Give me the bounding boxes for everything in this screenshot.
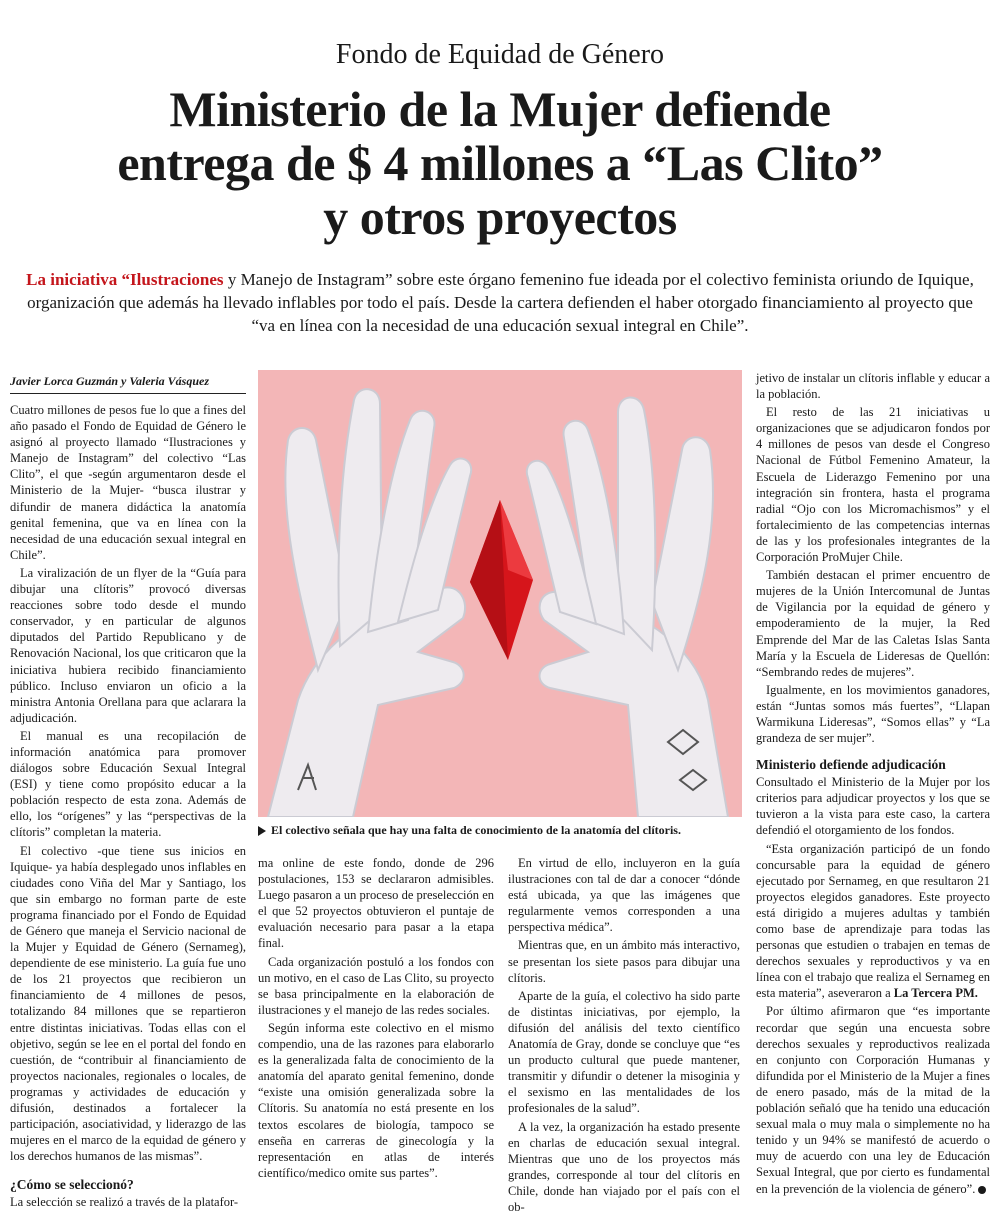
body-paragraph: Mientras que, en un ámbito más interactivo, se presentan los siete pasos para dibujar una clítoris. (508, 938, 740, 985)
subhead-selection: ¿Cómo se seleccionó? (10, 1177, 134, 1193)
byline: Javier Lorca Guzmán y Valeria Vásquez (10, 373, 246, 394)
photo-caption (258, 822, 742, 838)
body-paragraph: Aparte de la guía, el colectivo ha sido parte de distintas iniciativas, por ejemplo, la difusión del análisis del texto científico Anatomía de Gray, donde se concluye que “es un producto cultural que puede mantener, transmitir y difundir o detener la misoginia y el sexismo en las mentalidades de los profesionales de la salud”. (508, 988, 740, 1116)
body-paragraph: Igualmente, en los movimientos ganadores, están “Juntas somos más fuertes”, “Llapan Warmikuna Lideresas”, “Somos ellas” y “La grandeza de ser mujer”. (756, 682, 990, 746)
body-paragraph: Según informa este colectivo en el mismo compendio, una de las razones para elaborarlo es la generalizada falta de conocimiento de la anatomía del aparato genital femenino, donde “existe una omisión generalizada sobre la Clítoris. Su anatomía no está presente en los textos escolares de biología, tampoco se enseña en carreras de ginecología y la representación en atlas de interés científico/medico omite sus partes”. (258, 1020, 494, 1180)
body-paragraph: El resto de las 21 iniciativas u organizaciones que se adjudicaron fondos por 4 millones de pesos van desde el Congreso Nacional de Fútbol Femenino Amateur, la Escuela de Liderazgo Femenino por una integración sin frontera, hasta el programa radial “Ojo con los Micromachismos” y el fortalecimiento de las competencias internas de las y los profesionales integrantes de la Corporación ProMujer Chile. (756, 405, 990, 565)
quote-text: “Esta organización participó de un fondo concursable para la equidad de género ejecutado por Sernameg, en que resultaron 21 proyectos elegidos ganadores. Este proyecto está dirigido a mujeres adultas y también como base de aprendizaje para todas las personas que estudien o trabajen en temas de derechos sexuales y reproductivos y va en línea con el trabajo que realiza el Sernameg en esta materia”, aseveraron a (756, 841, 990, 1001)
source-name: La Tercera PM. (893, 986, 978, 1001)
body-paragraph: Consultado el Ministerio de la Mujer por los criterios para adjudicar proyectos y los que se tuvieron a la vista para este caso, la cartera defendió el otorgamiento de los fondos. (756, 775, 990, 838)
body-paragraph: jetivo de instalar un clítoris inflable y educar a la población. (756, 371, 990, 402)
lead-text: y Manejo de Instagram” sobre este órgano femenino fue ideada por el colectivo feminista oriundo de Iquique, organización que además ha llevado inflables por todo el país. Desde la cartera defienden el haber otorgado financiamiento al proyecto que “va en línea con la necesidad de una educación sexual integral en Chile”. (27, 270, 974, 335)
lead-paragraph (18, 268, 982, 337)
column-2 (258, 855, 494, 1183)
subhead-ministry: Ministerio defiende adjudicación (756, 757, 946, 773)
column-4 (756, 370, 990, 1199)
body-paragraph: En virtud de ello, incluyeron en la guía ilustraciones con tal de dar a conocer “dónde está ubicada, ya que las imágenes que regularmente vemos corresponden a una perspectiva médica”. (508, 856, 740, 935)
kicker: Fondo de Equidad de Género (335, 39, 665, 70)
lead-highlight: La iniciativa “Ilustraciones (26, 270, 224, 289)
body-paragraph: El manual es una recopilación de información anatómica para promover diálogos sobre Educación Sexual Integral (ESI) y tiene como propósito educar a la población respecto de esta zona. Además de ello, los “orígenes” y las “perspectivas de la clítoris” completan la materia. (10, 728, 246, 840)
body-paragraph: Cada organización postuló a los fondos con un motivo, en el caso de Las Clito, su proyecto se basa principalmente en la elaboración de ilustraciones y el manejo de las redes sociales. (258, 954, 494, 1017)
body-paragraph (756, 841, 990, 1002)
body-paragraph: La viralización de un flyer de la “Guía para dibujar una clítoris” provocó diversas reacciones sobre todo desde el mundo conservador, y en particular de algunos diputados del Partido Republicano y de Renovación Nacional, los que criticaron que la iniciativa hubiera recibido financiamiento público. Incluso enviaron un oficio a la ministra Antonia Orellana para que aclarara la adjudicación. (10, 565, 246, 725)
headline-line-3: y otros proyectos (323, 189, 677, 245)
article-photo (258, 370, 742, 817)
body-paragraph: A la vez, la organización ha estado presente en charlas de educación sexual integral. Mientras que uno de los proyectos más grandes, corresponde al tour del clítoris en Chile, donde han viajado por el país con el ob- (508, 1119, 740, 1214)
column-1 (10, 402, 246, 1213)
body-paragraph: También destacan el primer encuentro de mujeres de la Unión Intercomunal de Juntas de Vigilancia por la equidad de género y empoderamiento de la mujer, la Red Emprende del Mar de las Caletas Islas Santa María y la Escuela de Lideresas de Quellón: “Sembrando redes de mujeres”. (756, 568, 990, 679)
body-paragraph: Cuatro millones de pesos fue lo que a fines del año pasado el Fondo de Equidad de Género le asignó al proyecto llamado “Ilustraciones y Manejo de Instagram” del colectivo “Las Clito”, el que -según argumentaron desde el Ministerio de la Mujer- “busca ilustrar y difundir de manera didáctica la anatomía genital femenina, que va en línea con la necesidad de una educación sexual integral en Chile”. (10, 403, 246, 562)
headline-line-2: entrega de $ 4 millones a “Las Clito” (117, 135, 883, 191)
body-paragraph: El colectivo -que tiene sus inicios en Iquique- ya había desplegado unos inflables en ciudades cono Viña del Mar y Santiago, los que sin embargo no forman parte de este programa financiado por el Fondo de Equidad de Género que maneja el Servicio nacional de la Mujer y Equidad de Género (Sernameg), dependiente de ese ministerio. La guía fue uno de los 21 proyectos que recibieron un financiamiento de 4 millones de pesos, totalizando 84 millones que se repartieron entre distintas iniciativas. Todas ellas con el objetivo, según se lee en el portal del fondo en cuestión, de “contribuir al financiamiento de proyectos nacionales, regionales o locales, de programas y actividades de educación y difusión, destinados a fortalecer la participación, asociatividad, y liderazgo de las mujeres en el marco de la equidad de género y los derechos humanos de las mismas”. (10, 843, 246, 1164)
body-paragraph: ma online de este fondo, donde de 296 postulaciones, 153 se declararon admisibles. Luego pasaron a un proceso de preselección en el que 52 proyectos obtuvieron el puntaje de evaluación necesario para pasar a la etapa final. (258, 856, 494, 951)
end-mark-icon (978, 1186, 986, 1194)
body-paragraph: La selección se realizó a través de la platafor- (10, 1195, 239, 1210)
headline-line-1: Ministerio de la Mujer defiende (169, 81, 831, 137)
column-3 (508, 855, 740, 1217)
headline (40, 82, 960, 244)
caption-text: El colectivo señala que hay una falta de conocimiento de la anatomía del clítoris. (271, 823, 681, 837)
body-paragraph (756, 1003, 990, 1196)
gloved-hands-illustration (258, 370, 742, 817)
caption-arrow-icon (258, 826, 266, 836)
closing-text: Por último afirmaron que “es importante recordar que según una encuesta sobre derechos sexuales y reproductivos realizada en conjunto con Corporación Humanas y difundida por el Ministerio de la Mujer a fines de enero pasado, más de la mitad de la población señaló que ha tenido una educación sexual mala o muy mala o simplemente no ha tenido y un 94% se manifestó de acuerdo o muy de acuerdo con una ley de Educación Sexual Integral, que por cierto es fundamental en la prevención de la violencia de género”. (756, 1004, 990, 1196)
